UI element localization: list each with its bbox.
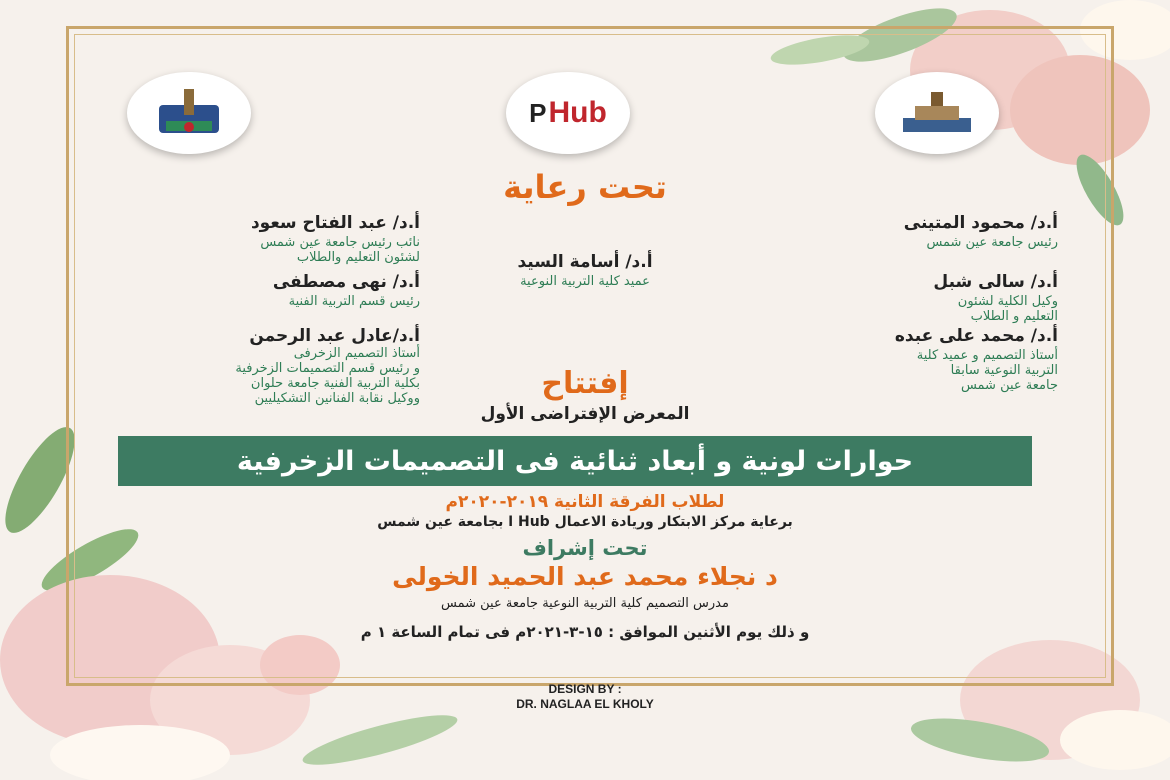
opening-title: إفتتاح [541, 366, 629, 401]
patron-right-2-role-2: التعليم و الطلاب [970, 309, 1058, 324]
logo-right [875, 72, 999, 154]
design-credit-name: DR. NAGLAA EL KHOLY [516, 697, 654, 711]
patron-left-2-name: أ.د/ نهى مصطفى [272, 272, 420, 292]
supervisor-name: د نجلاء محمد عبد الحميد الخولى [392, 562, 778, 591]
patron-left-2-role: رئيس قسم التربية الفنية [288, 294, 420, 309]
university-emblem-icon [897, 88, 977, 138]
faculty-emblem-icon [154, 87, 224, 139]
logo-left [127, 72, 251, 154]
patron-left-3-name: أ.د/عادل عبد الرحمن [249, 326, 420, 346]
patron-right-1-name: أ.د/ محمود المتينى [903, 213, 1058, 233]
patron-right-2-name: أ.د/ سالى شبل [933, 272, 1058, 292]
hub-logo-mark: P [529, 97, 547, 128]
patron-left-1-role-1: نائب رئيس جامعة عين شمس [260, 235, 420, 250]
patron-right-3-role-2: التربية النوعية سابقا [950, 363, 1058, 378]
patron-left-1-role-2: لشئون التعليم والطلاب [296, 250, 420, 265]
logo-hub [506, 72, 630, 154]
patron-right-1-role: رئيس جامعة عين شمس [926, 235, 1058, 250]
patron-right-2-role-1: وكيل الكلية لشئون [957, 294, 1058, 309]
patronage-title: تحت رعاية [503, 168, 667, 206]
patron-right-3-role-3: جامعة عين شمس [960, 378, 1058, 393]
patron-left-3-role-2: و رئيس قسم التصميمات الزخرفية [235, 361, 420, 376]
hub-logo-text: Hub [548, 96, 607, 129]
sponsor-line: برعاية مركز الابتكار وريادة الاعمال Hub ا بجامعة عين شمس [377, 514, 793, 530]
patron-center-role: عميد كلية التربية النوعية [520, 274, 650, 289]
patron-left-3-role-1: أستاذ التصميم الزخرفى [293, 346, 420, 361]
patron-left-3-role-3: بكلية التربية الفنية جامعة حلوان [250, 376, 420, 391]
patron-right-3-role-1: أستاذ التصميم و عميد كلية [916, 348, 1058, 363]
patron-left-3-role-4: ووكيل نقابة الفنانين التشكيليين [254, 391, 420, 406]
date-line: و ذلك يوم الأثنين الموافق : ١٥-٣-٢٠٢١م فى تمام الساعة ١ م [360, 623, 810, 641]
patron-left-1-name: أ.د/ عبد الفتاح سعود [250, 213, 420, 233]
patron-center-name: أ.د/ أسامة السيد [517, 252, 653, 272]
exhibition-banner [118, 436, 1032, 486]
exhibition-title: حوارات لونية و أبعاد ثنائية فى التصميمات الزخرفية [236, 445, 914, 477]
patron-right-3-name: أ.د/ محمد على عبده [894, 326, 1058, 346]
opening-subtitle: المعرض الإفتراضى الأول [480, 404, 690, 424]
students-line: لطلاب الفرقة الثانية ٢٠١٩-٢٠٢٠م [445, 492, 725, 512]
supervisor-role: مدرس التصميم كلية التربية النوعية جامعة عين شمس [441, 596, 729, 611]
supervision-title: تحت إشراف [522, 536, 648, 560]
design-credit-label: DESIGN BY : [548, 682, 622, 696]
